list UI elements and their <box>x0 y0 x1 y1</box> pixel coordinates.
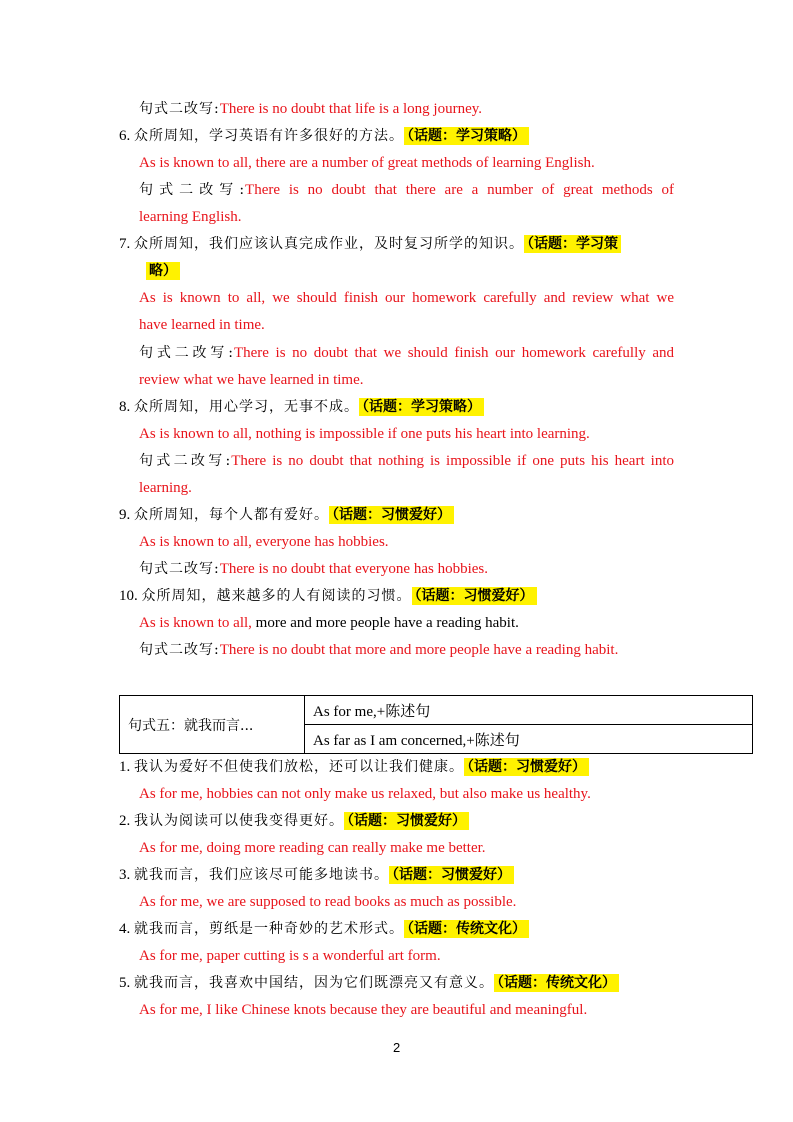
list2-item-2-english: As for me, doing more reading can really make me better. <box>139 840 486 856</box>
rewrite-prefix: 句式二改写: <box>139 642 220 658</box>
list2-item-4-heading <box>119 918 529 940</box>
item-chinese: 就我而言，我喜欢中国结，因为它们既漂亮又有意义。 <box>134 975 494 991</box>
item-10-rewrite <box>139 639 618 661</box>
item-chinese: 就我而言，剪纸是一种奇妙的艺术形式。 <box>134 921 404 937</box>
item-number: 7. <box>119 236 131 252</box>
item-7-heading <box>119 233 621 255</box>
topic-tag: （话题：传统文化） <box>494 974 619 992</box>
rewrite-text: There is no doubt that nothing is impossible if one puts his heart into <box>231 453 674 469</box>
item-number: 2. <box>119 813 131 829</box>
topic-tag: （话题：习惯爱好） <box>464 758 589 776</box>
topic-tag: （话题：学习策略） <box>359 398 484 416</box>
rewrite-prefix: 句式二改写: <box>139 561 220 577</box>
rewrite-text: There is no doubt that everyone has hobbies. <box>219 561 488 577</box>
pattern-title: 句式五：就我而言... <box>120 696 305 754</box>
item-chinese: 就我而言，我们应该尽可能多地读书。 <box>134 867 389 883</box>
list2-item-2-heading <box>119 810 469 832</box>
item-7-english-l2: have learned in time. <box>139 317 265 333</box>
item-chinese: 众所周知，用心学习，无事不成。 <box>134 399 359 415</box>
item-7-english-l1 <box>139 287 674 309</box>
list2-item-5-heading <box>119 972 619 994</box>
item-chinese: 我认为阅读可以使我变得更好。 <box>134 813 344 829</box>
item-chinese: 众所周知，我们应该认真完成作业，及时复习所学的知识。 <box>134 236 524 252</box>
item-chinese: 众所周知，每个人都有爱好。 <box>134 507 329 523</box>
topic-tag: （话题：传统文化） <box>404 920 529 938</box>
item-number: 10. <box>119 588 138 604</box>
rewrite-text: There is no doubt that life is a long journey. <box>219 101 483 117</box>
english-red-part: As is known to all, <box>139 615 252 631</box>
item-8-english: As is known to all, nothing is impossible if one puts his heart into learning. <box>139 426 590 442</box>
page-number: 2 <box>393 1040 401 1055</box>
list2-item-3-english: As for me, we are supposed to read books as much as possible. <box>139 894 517 910</box>
item-7-rewrite-l2: review what we have learned in time. <box>139 372 364 388</box>
item-7-tag-wrap <box>146 260 180 282</box>
rewrite-prefix: 句式二改写: <box>139 453 232 469</box>
item-6-rewrite-l1 <box>139 179 674 201</box>
item-6-heading <box>119 125 529 147</box>
rewrite-text: There is no doubt that more and more people have a reading habit. <box>219 642 619 658</box>
rewrite-prefix: 句式二改写: <box>139 345 234 361</box>
list2-item-5-english: As for me, I like Chinese knots because they are beautiful and meaningful. <box>139 1002 588 1018</box>
item-6-english: As is known to all, there are a number of great methods of learning English. <box>139 155 595 171</box>
pattern-row-1: As for me,+陈述句 <box>305 696 753 725</box>
item-number: 9. <box>119 507 131 523</box>
item-9-english: As is known to all, everyone has hobbies. <box>139 534 389 550</box>
topic-tag: （话题：习惯爱好） <box>389 866 514 884</box>
item-8-rewrite-l2: learning. <box>139 480 192 496</box>
item-number: 8. <box>119 399 131 415</box>
item-number: 6. <box>119 128 131 144</box>
rewrite-text: There is no doubt that we should finish our homework carefully and <box>233 345 675 361</box>
topic-tag: （话题：习惯爱好） <box>329 506 454 524</box>
item-number: 1. <box>119 759 131 775</box>
item-number: 5. <box>119 975 131 991</box>
item-chinese: 众所周知，学习英语有许多很好的方法。 <box>134 128 404 144</box>
pattern-row-2: As far as I am concerned,+陈述句 <box>305 725 753 754</box>
item-chinese: 众所周知，越来越多的人有阅读的习惯。 <box>141 588 412 604</box>
topic-tag: 略） <box>146 262 180 280</box>
list2-item-4-english: As for me, paper cutting is s a wonderful art form. <box>139 948 441 964</box>
rewrite-prefix: 句式二改写: <box>139 182 246 198</box>
rewrite-line <box>139 98 482 120</box>
pattern-table <box>119 695 753 754</box>
item-10-english <box>139 612 519 634</box>
item-6-rewrite-l2: learning English. <box>139 209 242 225</box>
item-9-heading <box>119 504 454 526</box>
english-black-part: more and more people have a reading habit. <box>251 615 519 631</box>
item-number: 3. <box>119 867 131 883</box>
topic-tag: （话题：习惯爱好） <box>412 587 537 605</box>
list2-item-3-heading <box>119 864 514 886</box>
item-7-rewrite-l1 <box>139 342 674 364</box>
list2-item-1-english: As for me, hobbies can not only make us relaxed, but also make us healthy. <box>139 786 591 802</box>
topic-tag: （话题：习惯爱好） <box>344 812 469 830</box>
item-number: 4. <box>119 921 131 937</box>
item-chinese: 我认为爱好不但使我们放松，还可以让我们健康。 <box>134 759 464 775</box>
rewrite-prefix: 句式二改写: <box>139 101 220 117</box>
item-8-rewrite-l1 <box>139 450 674 472</box>
item-10-heading <box>119 585 537 607</box>
topic-tag: （话题：学习策 <box>524 235 621 253</box>
item-8-heading <box>119 396 484 418</box>
english-text: As is known to all, we should finish our homework carefully and review what we <box>139 290 674 306</box>
list2-item-1-heading <box>119 756 589 778</box>
item-9-rewrite <box>139 558 488 580</box>
topic-tag: （话题：学习策略） <box>404 127 529 145</box>
rewrite-text: There is no doubt that there are a number of great methods of <box>245 182 675 198</box>
